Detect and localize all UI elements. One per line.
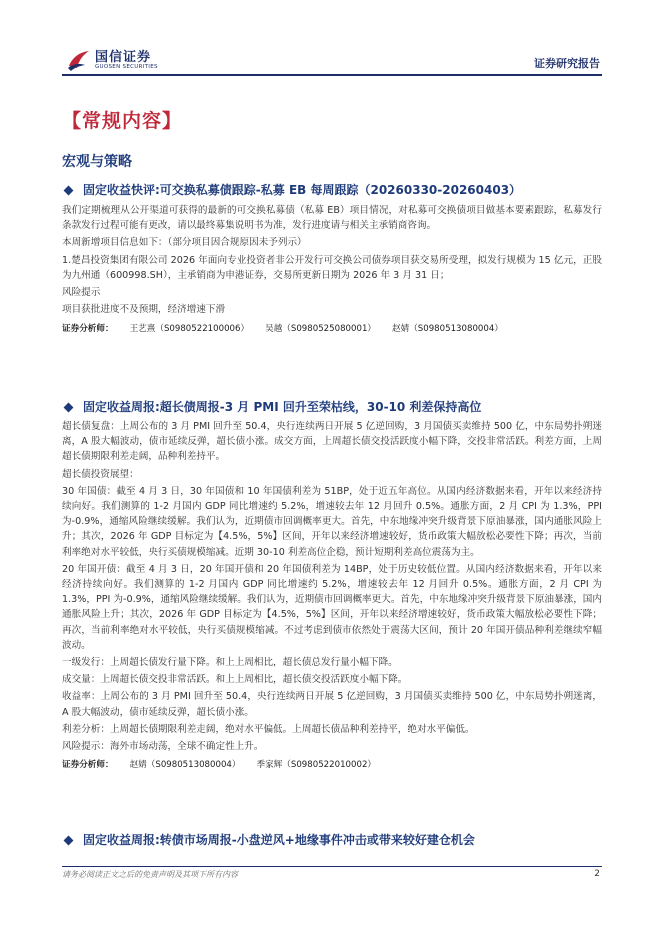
- report-item-title-text: 固定收益周报:转债市场周报-小盘逆风+地缘事件冲击或带来较好建仓机会: [83, 833, 475, 847]
- analyst-name: 季家辉（S0980522010002）: [256, 760, 377, 771]
- footer-divider: [62, 866, 602, 867]
- analyst-name: 赵婧（S0980513080004）: [392, 324, 503, 335]
- paragraph: 超长债复盘：上周公布的 3 月 PMI 回升至 50.4，央行连续两日开展 5 亿逆回购，3 月国债买卖维持 500 亿，中东局势扑朔迷离，A 股大幅波动，债市延续反弹，超长债小涨。成交方面，上周超长债交投活跃度小幅下降，交投非常活跃。利差方面，上周超长债期限利差走阔，品种利差持平。: [62, 421, 602, 463]
- report-item-title-text: 固定收益周报:超长债周报-3 月 PMI 回升至荣枯线，30-10 利差保持高位: [83, 400, 482, 414]
- report-item-ultralong: [62, 399, 602, 772]
- analyst-name: 吴越（S0980525080001）: [265, 324, 377, 335]
- analyst-line: [62, 323, 602, 336]
- paragraph: 1.楚昌投资集团有限公司 2026 年面向专业投资者非公开发行可交换公司债券项目获交易所受理，拟发行规模为 15 亿元，正股为九州通（600998.SH），主承销商为申港证券，交易所更新日期为 2026 年 3 月 31 日；: [62, 254, 602, 281]
- guosen-logo: [67, 46, 185, 76]
- analyst-label: 证券分析师：: [62, 760, 114, 771]
- report-item-eb: [62, 182, 602, 336]
- paragraph: 项目获批进度不及预期，经济增速下滑: [62, 304, 226, 316]
- report-type-label: 证券研究报告: [534, 57, 600, 70]
- page-header: [0, 0, 662, 80]
- page-number: 2: [594, 869, 600, 879]
- guosen-logo-icon: [67, 48, 91, 72]
- paragraph: 超长债投资展望：: [62, 468, 139, 480]
- section-title: 【常规内容】: [62, 110, 183, 132]
- report-item-title[interactable]: [62, 399, 602, 415]
- paragraph: 本周新增项目信息如下：（部分项目因合规原因未予列示）: [62, 237, 307, 249]
- analyst-line: [62, 759, 602, 772]
- report-item-title-text: 固定收益快评:可交换私募债跟踪-私募 EB 每周跟踪（20260330-20260403）: [83, 183, 522, 197]
- footer-disclaimer: 请务必阅读正文之后的免责声明及其项下所有内容: [62, 870, 238, 879]
- paragraph: 利差分析：上周超长债期限利差走阔，绝对水平偏低。上周超长债品种利差持平，绝对水平偏低。: [62, 723, 475, 735]
- header-divider: [62, 74, 602, 76]
- logo-text-cn: 国信证券: [95, 50, 152, 65]
- paragraph: 20 年国开债：截至 4 月 3 日，20 年国开债和 20 年国债利差为 14BP，处于历史较低位置。从国内经济数据来看，开年以来经济持续向好。我们测算的 1-2 月国内 GDP 同比增速约 5.2%，增速较去年 12 月回升 0.5%。通胀方面，2 月 CPI 为 1.3%，PPI 为-0.9%，通缩风险继续缓解。我们认为，近期债市回调概率更大。首先，中东地缘冲突升级背景下原油暴涨，国内通胀风险上升；其次，2026 年 GDP 目标定为【4.5%，5%】区间，开年以来经济增速较好，货币政策大幅放松必要性下降；再次，当前利率绝对水平较低，央行买债规模缩减。不过考虑到债市依然处于震荡大区间，预计 20 年国开债品种利差继续窄幅波动。: [62, 563, 602, 651]
- paragraph: 成交量：上周超长债交投非常活跃。和上上周相比，超长债交投活跃度小幅下降。: [62, 674, 408, 686]
- bullet-diamond-icon: [64, 402, 74, 412]
- paragraph: 30 年国债：截至 4 月 3 日，30 年国债和 10 年国债利差为 51BP，处于近五年高位。从国内经济数据来看，开年以来经济持续向好。我们测算的 1-2 月国内 GDP 同比增速约 5.2%，增速较去年 12 月回升 0.5%。通胀方面，2 月 CPI 为 1.3%，PPI 为-0.9%，通缩风险继续缓解。我们认为，近期债市回调概率更大。首先，中东地缘冲突升级背景下原油暴涨，国内通胀风险上升；其次，2026 年 GDP 目标定为【4.5%，5%】区间，开年以来经济增速较好，货币政策大幅放松必要性下降；再次，当前利率绝对水平较低，央行买债规模缩减。近期 30-10 利差高位企稳，预计短期利差高位震荡为主。: [62, 485, 602, 558]
- report-item-title[interactable]: [62, 832, 602, 848]
- analyst-name: 赵婧（S0980513080004）: [129, 760, 241, 771]
- analyst-label: 证券分析师：: [62, 324, 114, 335]
- logo-text-en: GUOSEN SECURITIES: [95, 64, 158, 70]
- subsection-title: 宏观与策略: [62, 154, 132, 170]
- paragraph: 我们定期梳理从公开渠道可获得的最新的可交换私募债（私募 EB）项目情况，对私募可交换债项目做基本要素跟踪，私募发行条款发行过程可能有更改，请以最终募集说明书为准，发行进度请与相关主承销商咨询。: [62, 205, 602, 232]
- analyst-name: 王艺熹（S0980522100006）: [129, 324, 250, 335]
- paragraph: 风险提示: [62, 287, 101, 299]
- report-item-title[interactable]: [62, 182, 602, 198]
- paragraph: 风险提示：海外市场动荡，全球不确定性上升。: [62, 741, 264, 753]
- paragraph: 收益率：上周公布的 3 月 PMI 回升至 50.4，央行连续两日开展 5 亿逆回购，3 月国债买卖维持 500 亿，中东局势扑朔迷离，A 股大幅波动，债市延续反弹，超长债小涨。: [62, 691, 602, 718]
- report-item-convertible: [62, 832, 602, 848]
- paragraph: 一级发行：上周超长债发行量下降。和上上周相比，超长债总发行量小幅下降。: [62, 657, 398, 669]
- bullet-diamond-icon: [64, 185, 74, 195]
- bullet-diamond-icon: [64, 835, 74, 845]
